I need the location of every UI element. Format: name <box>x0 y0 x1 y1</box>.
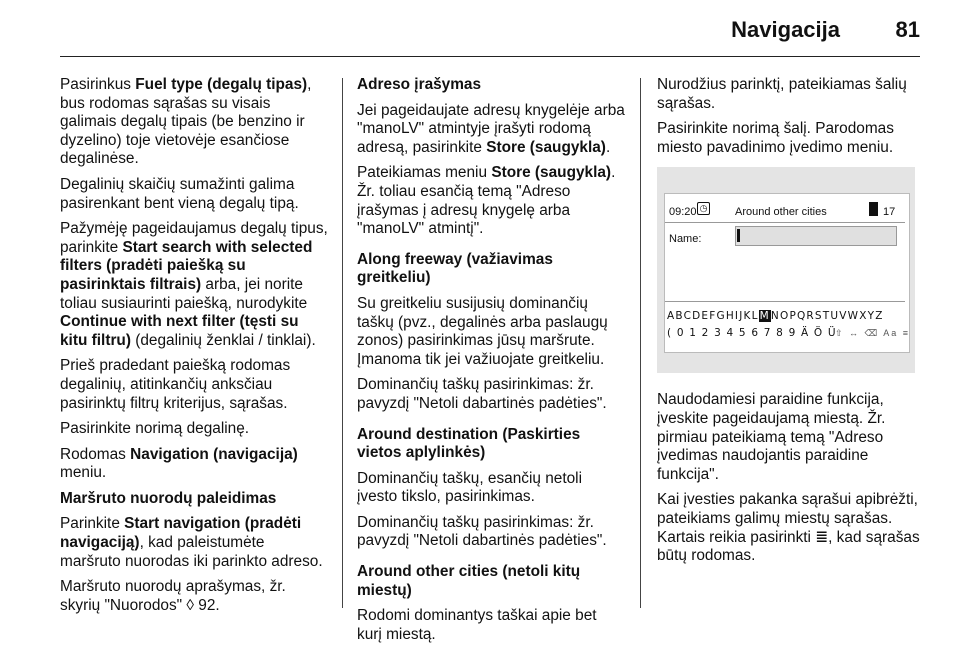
header-rule <box>60 56 920 57</box>
name-input-field <box>735 226 897 246</box>
paragraph: Pasirinkus Fuel type (degalų tipas), bus rodomas sąrašas su visais galimais degalų tipais (be benzino ir dyzelino) toje vietovėje esančiose degalinėse. <box>60 76 312 168</box>
speller-function-keys: ⇧ ↔ ⌫ Aa ≡ <box>835 328 911 339</box>
section-heading: Around destination (Paskirties vietos aplylinkės) <box>357 425 581 462</box>
paragraph: Dominančių taškų, esančių netoli įvesto tikslo, pasirinkimas. <box>357 469 582 506</box>
paragraph: Naudodamiesi paraidine funkcija, įveskite pageidaujamą miestą. Žr. pirmiau pateikiamą temą "Adreso įvedimas naudojantis paraidine funkcija". <box>657 391 886 483</box>
column-1 <box>60 76 328 622</box>
paragraph: Prieš pradedant paiešką rodomas degalinių, atitinkančių anksčiau pasirinktų filtrų kriterijus, sąrašas. <box>60 357 291 412</box>
screen-illustration <box>657 167 915 373</box>
clock-icon: ◷ <box>697 202 710 215</box>
name-label: Name: <box>669 233 702 246</box>
section-heading: Maršruto nuorodų paleidimas <box>60 489 277 507</box>
paragraph: Jei pageidaujate adresų knygelėje arba "manoLV" atmintyje įrašyti rodomą adresą, pasirinkite Store (saugykla). <box>357 101 625 156</box>
paragraph: Rodomas Navigation (navigacija) meniu. <box>60 445 298 482</box>
paragraph: Parinkite Start navigation (pradėti navigaciją), kad paleistumėte maršruto nuorodas iki parinkto adreso. <box>60 515 323 570</box>
selected-letter: M <box>759 310 770 323</box>
screen-divider <box>665 222 905 223</box>
paragraph: Rodomi dominantys taškai apie bet kurį miestą. <box>357 607 597 643</box>
paragraph: Pateikiamas meniu Store (saugykla). Žr. toliau esančią temą "Adreso įrašymas į adresų knygelę arba "manoLV" atmintį". <box>357 164 616 238</box>
screen-title: Around other cities <box>735 206 827 219</box>
screen-time: 09:20 <box>669 206 697 219</box>
section-heading: Around other cities (netoli kitų miestų) <box>357 563 581 599</box>
thermometer-icon <box>869 202 878 216</box>
screen-status-bar <box>669 203 901 219</box>
column-2 <box>357 76 625 651</box>
page-title: Navigacija <box>731 17 840 42</box>
column-divider <box>640 78 641 608</box>
speller-numbers: ( 0 1 2 3 4 5 6 7 8 9 Ä Ö Ü <box>667 327 837 340</box>
paragraph: Nurodžius parinktį, pateikiamas šalių sąrašas. <box>657 76 907 112</box>
paragraph: Maršruto nuorodų aprašymas, žr. skyrių "Nuorodos" ◊ 92. <box>60 578 286 614</box>
text-cursor <box>737 229 740 242</box>
paragraph: Kai įvesties pakanka sąrašui apibrėžti, pateikiams galimų miestų sąrašas. Kartais reikia pasirinkti ≣, kad sąrašas būtų rodomas. <box>657 491 920 565</box>
column-3 <box>657 76 925 573</box>
paragraph: Pasirinkite norimą degalinę. <box>60 420 250 438</box>
paragraph: Dominančių taškų pasirinkimas: žr. pavyzdį "Netoli dabartinės padėties". <box>357 376 607 412</box>
column-divider <box>342 78 343 608</box>
page-header <box>0 0 960 60</box>
section-heading: Along freeway (važiavimas greitkeliu) <box>357 250 553 287</box>
paragraph: Degalinių skaičių sumažinti galima pasirenkant bent vieną degalų tipą. <box>60 175 299 212</box>
screen-temperature: 17 <box>883 206 896 219</box>
paragraph: Pasirinkite norimą šalį. Parodomas miesto pavadinimo įvedimo meniu. <box>657 120 894 156</box>
paragraph: Pažymėję pageidaujamus degalų tipus, parinkite Start search with selected filters (pradėti paiešką su pasirinktais filtrais) arba, jei norite toliau susiaurinti paiešką, nurodykite Continue with next filter (tęsti su kitu filtru) (degalinių ženklai / tinklai). <box>60 220 328 349</box>
paragraph: Dominančių taškų pasirinkimas: žr. pavyzdį "Netoli dabartinės padėties". <box>357 513 607 550</box>
page-number: 81 <box>895 17 920 42</box>
speller-letters: ABCDEFGHIJKLMNOPQRSTUVWXYZ <box>667 310 884 323</box>
paragraph: Su greitkeliu susijusių dominančių taškų (pvz., degalinės arba paslaugų zonos) pasirinkimas jūsų maršrute. Įmanoma tik jei važiuojate greitkeliu. <box>357 294 608 368</box>
screen-divider <box>665 301 905 302</box>
section-heading: Adreso įrašymas <box>357 76 482 93</box>
